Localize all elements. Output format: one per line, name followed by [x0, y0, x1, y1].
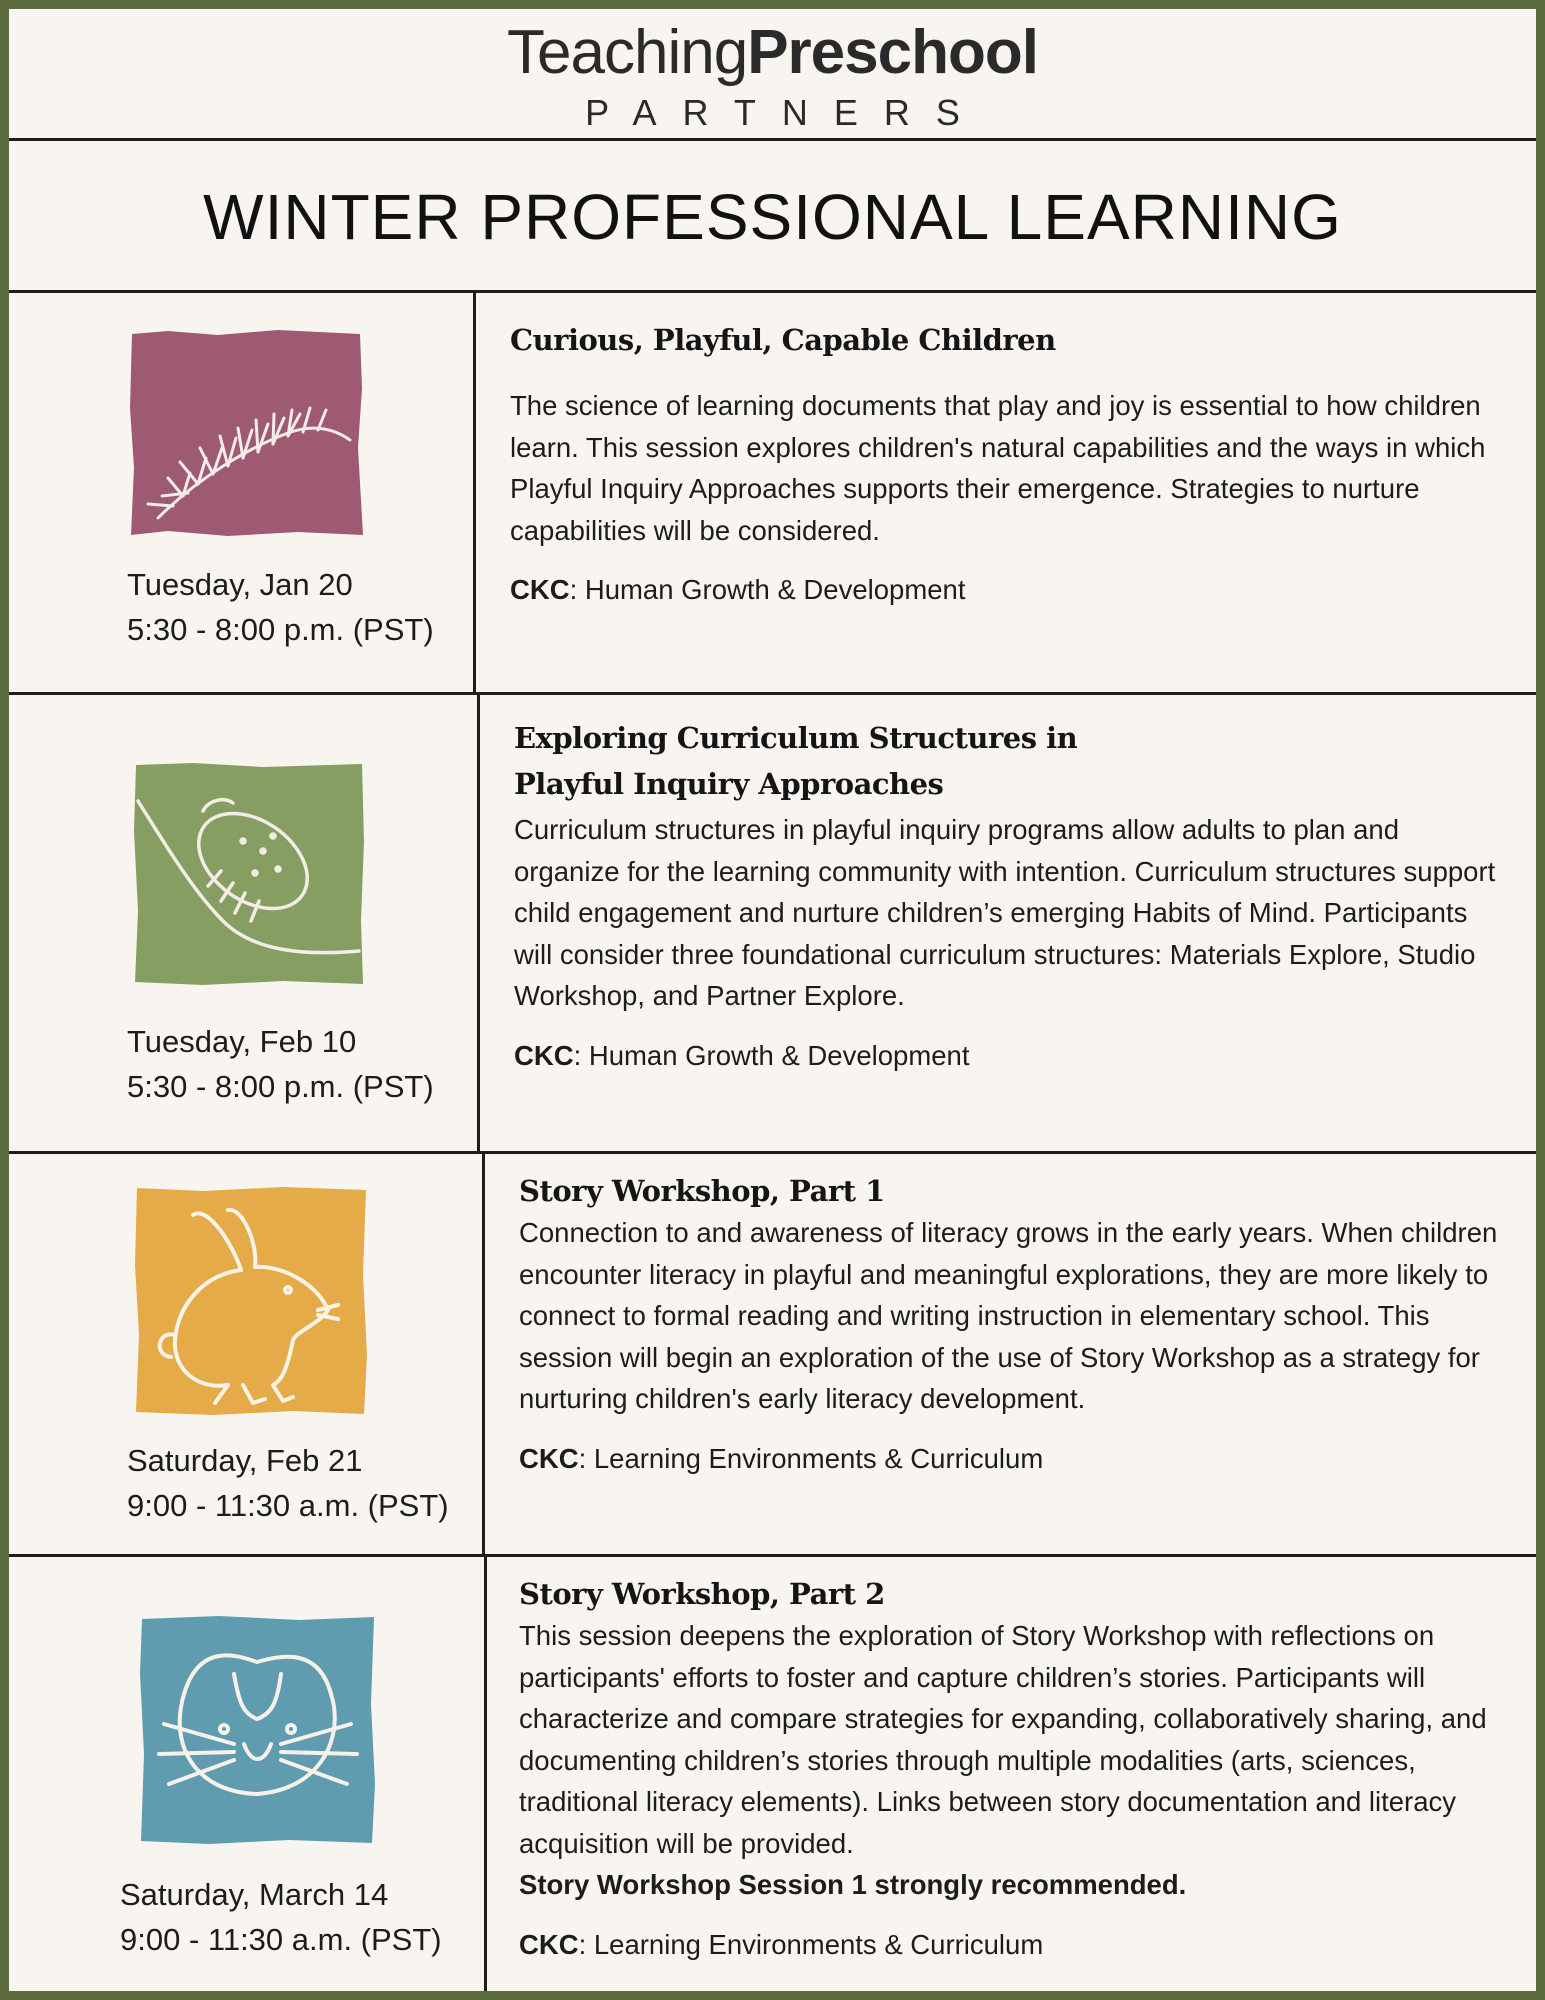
session-description: Connection to and awareness of literacy grows in the early years. When children encounter literacy in playful and meaningful explorations, they are more likely to connect to formal reading and writing instruction in elementary school. This session will begin an exploration of the use of Story Workshop as a strategy for nurturing children's early literacy development. [519, 1217, 1498, 1414]
session-date: Saturday, Feb 21 [127, 1443, 363, 1478]
logo-bold-text: Preschool [747, 18, 1038, 87]
session-ckc [519, 1924, 1506, 1966]
session-title-line2: Playful Inquiry Approaches [514, 767, 944, 801]
session-row [9, 695, 1536, 1154]
ckc-label: CKC [519, 1928, 579, 1960]
session-details [514, 695, 1506, 1151]
session-title: Curious, Playful, Capable Children [510, 323, 1056, 357]
session-date: Tuesday, Feb 10 [127, 1024, 357, 1059]
session-title: Exploring Curriculum Structures in [514, 721, 1078, 755]
caterpillar-icon [133, 761, 365, 987]
logo [9, 17, 1536, 89]
session-ckc [514, 1035, 1506, 1077]
session-details [519, 1154, 1506, 1554]
session-row [9, 293, 1536, 695]
session-time: 9:00 - 11:30 a.m. (PST) [120, 1922, 442, 1957]
session-row [9, 1154, 1536, 1557]
session-ckc [519, 1438, 1506, 1480]
session-details [510, 293, 1506, 692]
title-band [9, 141, 1536, 293]
session-title: Story Workshop, Part 2 [519, 1577, 885, 1611]
session-date: Tuesday, Jan 20 [127, 567, 353, 602]
cat-face-icon [139, 1614, 377, 1846]
session-date-column [9, 293, 476, 692]
session-time: 5:30 - 8:00 p.m. (PST) [127, 612, 434, 647]
session-time: 5:30 - 8:00 p.m. (PST) [127, 1069, 434, 1104]
session-description: Curriculum structures in playful inquiry programs allow adults to plan and organize for the learning community with intention. Curriculum structures support child engagement and nurture children’s emerging Habits of Mind. Participants will consider three foundational curriculum structures: Materials Explore, Studio Workshop, and Partner Explore. [514, 814, 1496, 1011]
ckc-value: : Learning Environments & Curriculum [578, 1928, 1044, 1960]
flyer-page [9, 9, 1536, 1991]
session-title: Story Workshop, Part 1 [519, 1174, 885, 1208]
rabbit-icon [133, 1185, 369, 1417]
session-description: This session deepens the exploration of Story Workshop with reflections on participants' efforts to foster and capture children’s stories. Participants will characterize and compare strategies for expanding, collaboratively sharing, and documenting children’s stories through multiple modalities (arts, sciences, traditional literacy elements). Links between story documentation and literacy acquisition will be provided. [519, 1620, 1487, 1859]
ckc-value: : Human Growth & Development [569, 574, 966, 605]
header [9, 9, 1536, 141]
session-date-column [9, 1154, 485, 1554]
logo-light-text: Teaching [507, 18, 748, 87]
session-description: The science of learning documents that play and joy is essential to how children learn. This session explores children's natural capabilities and the ways in which Playful Inquiry Approaches supports their emergence. Strategies to nurture capabilities will be considered. [510, 390, 1486, 546]
session-date: Saturday, March 14 [120, 1877, 389, 1912]
ckc-label: CKC [514, 1039, 574, 1071]
page-title: WINTER PROFESSIONAL LEARNING [203, 181, 1342, 253]
session-date-column [9, 695, 480, 1151]
session-row [9, 1557, 1536, 1991]
fern-leaf-icon [128, 328, 364, 538]
ckc-label: CKC [519, 1442, 579, 1474]
session-details [519, 1557, 1506, 1991]
ckc-label: CKC [510, 574, 570, 605]
session-time: 9:00 - 11:30 a.m. (PST) [127, 1488, 449, 1523]
session-note: Story Workshop Session 1 strongly recommended. [519, 1869, 1187, 1900]
logo-subtitle: PARTNERS [585, 92, 986, 133]
ckc-value: : Learning Environments & Curriculum [578, 1442, 1044, 1474]
session-date-column [9, 1557, 487, 1991]
session-ckc [510, 569, 1506, 611]
ckc-value: : Human Growth & Development [573, 1039, 970, 1071]
